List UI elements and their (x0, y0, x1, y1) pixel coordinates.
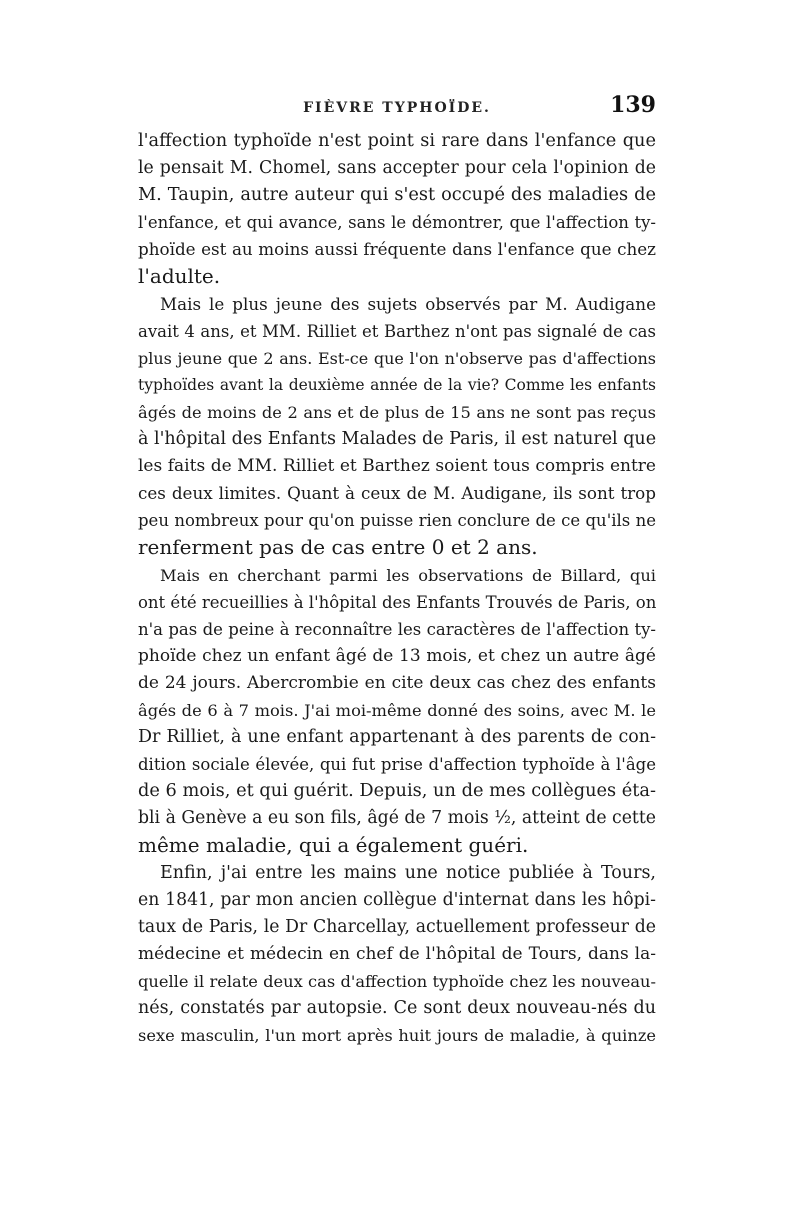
text-line: âgés de 6 à 7 mois. J'ai moi-même donné des soins, avec M. le (138, 700, 656, 720)
body-text (138, 128, 656, 1049)
text-line: sexe masculin, l'un mort après huit jours de maladie, à quinze (138, 1026, 656, 1046)
text-line: n'a pas de peine à reconnaître les caractères de l'affection ty- (138, 619, 656, 639)
text-line: même maladie, qui a également guéri. (138, 833, 529, 858)
text-line: l'enfance, et qui avance, sans le démontrer, que l'affection ty- (138, 213, 656, 233)
text-line: Dr Rilliet, à une enfant appartenant à des parents de con- (138, 727, 656, 748)
text-line: plus jeune que 2 ans. Est-ce que l'on n'observe pas d'affections (138, 348, 656, 368)
text-line: âgés de moins de 2 ans et de plus de 15 ans ne sont pas reçus (138, 402, 656, 422)
text-line: l'adulte. (138, 264, 221, 289)
running-title: FIÈVRE TYPHOÏDE. (303, 100, 491, 116)
text-line: ont été recueillies à l'hôpital des Enfants Trouvés de Paris, on (138, 592, 657, 612)
text-line: typhoïdes avant la deuxième année de la vie? Comme les enfants (138, 375, 656, 394)
text-line: dition sociale élevée, qui fut prise d'affection typhoïde à l'âge (138, 755, 656, 775)
text-line: les faits de MM. Rilliet et Barthez soient tous compris entre (138, 456, 656, 477)
text-line: de 24 jours. Abercrombie en cite deux cas chez des enfants (138, 672, 656, 693)
text-line: de 6 mois, et qui guérit. Depuis, un de mes collègues éta- (138, 781, 656, 802)
text-line: l'affection typhoïde n'est point si rare dans l'enfance que (138, 131, 656, 151)
text-line: M. Taupin, autre auteur qui s'est occupé des maladies de (138, 185, 656, 206)
text-line: ces deux limites. Quant à ceux de M. Audigane, ils sont trop (138, 483, 656, 504)
text-line: médecine et médecin en chef de l'hôpital de Tours, dans la- (138, 943, 656, 964)
text-line: phoïde chez un enfant âgé de 13 mois, et chez un autre âgé (138, 645, 656, 666)
text-line: nés, constatés par autopsie. Ce sont deux nouveau-nés du (138, 998, 656, 1018)
text-line: renferment pas de cas entre 0 et 2 ans. (138, 535, 538, 560)
running-head (138, 92, 656, 126)
text-line: Mais le plus jeune des sujets observés par M. Audigane (160, 293, 656, 314)
text-line: Mais en cherchant parmi les observations de Billard, qui (160, 565, 656, 585)
text-line: bli à Genève a eu son fils, âgé de 7 mois ½, atteint de cette (138, 808, 656, 829)
text-line: à l'hôpital des Enfants Malades de Paris, il est naturel que (138, 429, 657, 450)
page-number: 139 (610, 92, 656, 118)
text-line: taux de Paris, le Dr Charcellay, actuellement professeur de (138, 916, 656, 937)
text-line: quelle il relate deux cas d'affection typhoïde chez les nouveau- (138, 971, 656, 991)
text-line: en 1841, par mon ancien collègue d'internat dans les hôpi- (138, 889, 656, 910)
text-line: Enfin, j'ai entre les mains une notice publiée à Tours, (160, 862, 656, 883)
text-line: phoïde est au moins aussi fréquente dans l'enfance que chez (138, 239, 656, 260)
text-line: avait 4 ans, et MM. Rilliet et Barthez n'ont pas signalé de cas (138, 321, 656, 341)
text-line: le pensait M. Chomel, sans accepter pour cela l'opinion de (138, 158, 656, 179)
text-line: peu nombreux pour qu'on puisse rien conclure de ce qu'ils ne (138, 511, 656, 531)
